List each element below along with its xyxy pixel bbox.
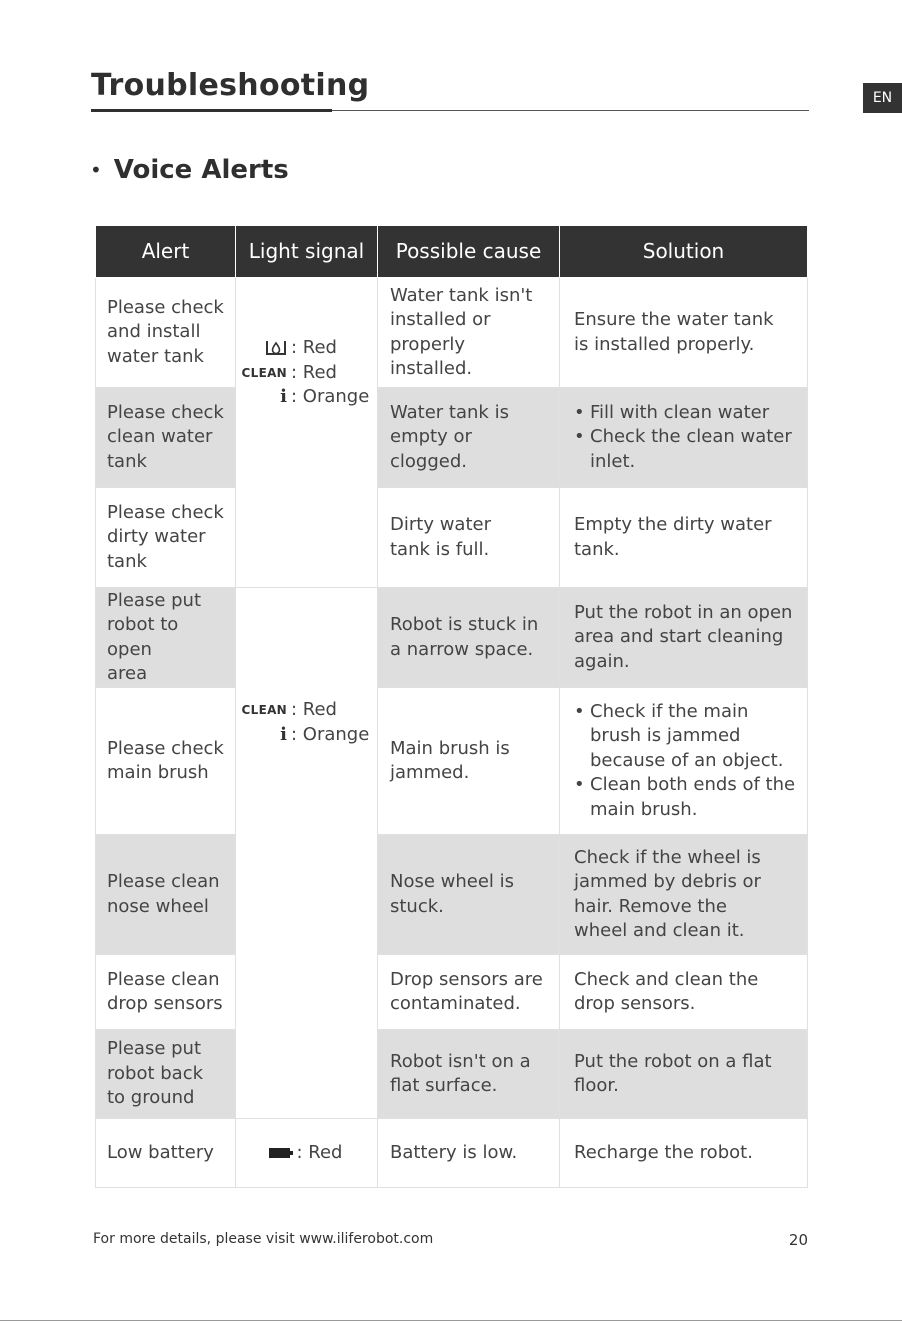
solution-text: Recharge the robot.: [574, 1141, 753, 1163]
solution-list: [574, 401, 799, 475]
header-alert: Alert: [96, 226, 236, 278]
signal-color-text: : Red: [291, 337, 337, 358]
solution-list: [574, 700, 799, 823]
water-tank-icon: [265, 339, 287, 357]
solution-cell: [560, 835, 808, 955]
table-row: [96, 955, 808, 1030]
signal-line: [240, 698, 371, 723]
signal-line: [240, 336, 371, 361]
alert-cell: Please clean nose wheel: [96, 835, 236, 955]
signal-line: [240, 385, 371, 410]
alert-cell: Low battery: [96, 1119, 236, 1188]
section-title: Voice Alerts: [113, 155, 289, 185]
signal-color-text: : Red: [296, 1142, 343, 1163]
table-row: [96, 1030, 808, 1119]
solution-cell: [560, 588, 808, 688]
signal-line: [240, 723, 371, 748]
solution-item: • Check the clean water inlet.: [574, 425, 799, 474]
table-row: [96, 488, 808, 588]
alert-cell: Please check clean water tank: [96, 388, 236, 488]
page-number: 20: [788, 1231, 808, 1249]
info-icon: i: [280, 386, 287, 407]
solution-cell: [560, 1119, 808, 1188]
cause-cell: Water tank isn't installed or properly installed.: [378, 278, 560, 388]
signal-color-text: : Red: [291, 699, 337, 720]
solution-item: • Fill with clean water: [574, 401, 799, 426]
alert-cell: Please check main brush: [96, 688, 236, 835]
signal-color-text: : Orange: [291, 723, 370, 745]
cause-cell: Dirty water tank is full.: [378, 488, 560, 588]
cause-cell: Drop sensors are contaminated.: [378, 955, 560, 1030]
table-header-row: [96, 226, 808, 278]
section-heading: [90, 155, 289, 185]
header-solution: Solution: [560, 226, 808, 278]
title-rule: [332, 110, 809, 111]
cause-cell: Robot isn't on a flat surface.: [378, 1030, 560, 1119]
light-signal-cell: [236, 278, 378, 588]
solution-cell: [560, 955, 808, 1030]
language-tab: EN: [863, 83, 902, 113]
signal-color-text: : Orange: [291, 386, 370, 407]
table-row: [96, 278, 808, 388]
alert-cell: Please put robot to open area: [96, 588, 236, 688]
light-signal-cell: [236, 588, 378, 1119]
solution-cell: [560, 688, 808, 835]
header-possible-cause: Possible cause: [378, 226, 560, 278]
alert-cell: Please check dirty water tank: [96, 488, 236, 588]
clean-indicator-label: CLEAN: [241, 365, 287, 380]
battery-icon: [269, 1147, 293, 1159]
solution-text: Ensure the water tank is installed properly.: [574, 309, 774, 355]
cause-cell: Battery is low.: [378, 1119, 560, 1188]
cause-cell: Robot is stuck in a narrow space.: [378, 588, 560, 688]
footer-text: For more details, please visit www.iliferobot.com: [93, 1231, 434, 1247]
solution-text: Empty the dirty water tank.: [574, 514, 772, 560]
table-row: [96, 588, 808, 688]
table-row: [96, 835, 808, 955]
cause-cell: Nose wheel is stuck.: [378, 835, 560, 955]
alert-cell: Please clean drop sensors: [96, 955, 236, 1030]
solution-item: • Clean both ends of the main brush.: [574, 773, 799, 822]
table-row: [96, 1119, 808, 1188]
cause-cell: Main brush is jammed.: [378, 688, 560, 835]
solution-text: Put the robot on a flat floor.: [574, 1050, 772, 1096]
header-light-signal: Light signal: [236, 226, 378, 278]
solution-item: • Check if the main brush is jammed because of an object.: [574, 700, 799, 774]
alert-cell: Please put robot back to ground: [96, 1030, 236, 1119]
page-title: Troubleshooting: [91, 68, 370, 103]
bottom-rule: [0, 1320, 902, 1321]
light-signal-cell: [236, 1119, 378, 1188]
title-underline: [91, 109, 332, 112]
solution-text: Put the robot in an open area and start cleaning again.: [574, 601, 793, 672]
table-row: [96, 688, 808, 835]
voice-alerts-table: [95, 225, 808, 1188]
solution-cell: [560, 488, 808, 588]
solution-cell: [560, 1030, 808, 1119]
signal-line: [240, 1141, 371, 1166]
section-bullet: •: [90, 158, 102, 182]
solution-text: Check if the wheel is jammed by debris or hair. Remove the wheel and clean it.: [574, 846, 761, 941]
clean-indicator-label: CLEAN: [241, 703, 287, 717]
signal-color-text: : Red: [291, 361, 337, 383]
alert-cell: Please check and install water tank: [96, 278, 236, 388]
signal-line: [240, 361, 371, 386]
info-icon: i: [280, 723, 287, 745]
solution-text: Check and clean the drop sensors.: [574, 968, 759, 1014]
table-row: [96, 388, 808, 488]
cause-cell: Water tank is empty or clogged.: [378, 388, 560, 488]
solution-cell: [560, 388, 808, 488]
solution-cell: [560, 278, 808, 388]
